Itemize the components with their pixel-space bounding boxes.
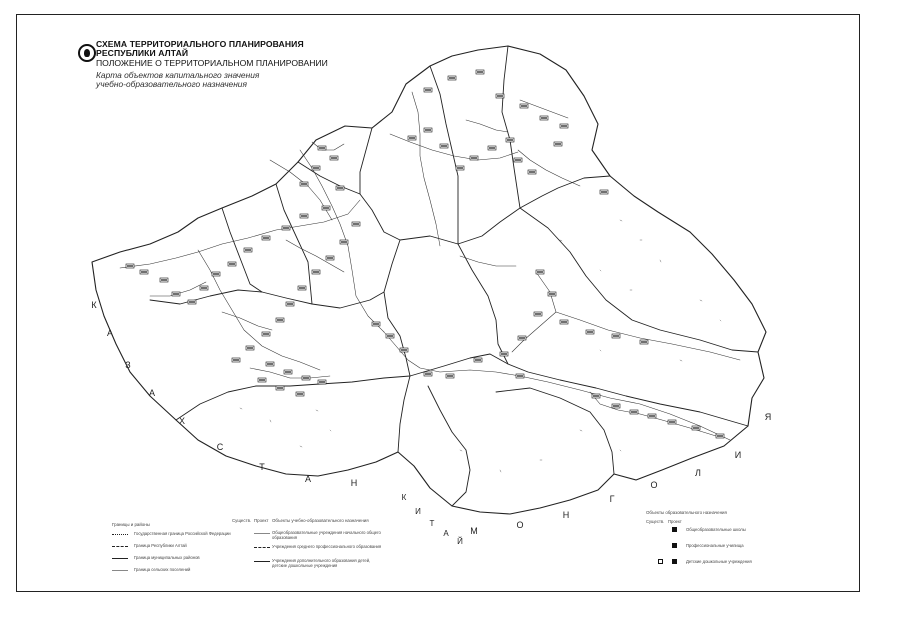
- kazakhstan-label-letter: Н: [350, 478, 358, 488]
- settlement-markers: [126, 70, 724, 438]
- mongolia-label-letter: Г: [609, 494, 615, 504]
- title-line-2: РЕСПУБЛИКИ АЛТАЙ: [96, 48, 189, 58]
- mongolia-label-letter: М: [470, 526, 478, 536]
- legend-item-label: Учреждения среднего профессионального образования: [272, 544, 382, 549]
- legend-item: [646, 527, 776, 543]
- title-line-3: ПОЛОЖЕНИЕ О ТЕРРИТОРИАЛЬНОМ ПЛАНИРОВАНИИ: [96, 58, 328, 68]
- kindergarten-symbol-icon: [672, 559, 677, 564]
- kazakhstan-label-letter: С: [216, 442, 224, 452]
- china-label-letter: Й: [457, 537, 463, 546]
- legend-mid-heading: Объекты учебно-образовательного назначения: [272, 518, 369, 523]
- republic-boundary: [92, 46, 766, 514]
- legend-line-swatch: [112, 558, 128, 559]
- kazakhstan-label-letter: К: [91, 300, 97, 310]
- legend-line-swatch: [254, 547, 270, 548]
- china-label-letter: А: [443, 529, 449, 538]
- legend-item-label: Общеобразовательные школы: [686, 527, 746, 532]
- kazakhstan-label-letter: Т: [259, 462, 265, 472]
- terrain-specks: [240, 220, 721, 472]
- legend-item: [232, 544, 382, 558]
- college-symbol-icon: [672, 543, 677, 548]
- kazakhstan-label-letter: Х: [178, 416, 186, 426]
- mongolia-label-letter: Л: [695, 468, 701, 478]
- kazakhstan-label-letter: А: [148, 388, 156, 398]
- mongolia-label-letter: И: [734, 450, 742, 460]
- kindergarten-symbol-icon: [658, 559, 663, 564]
- legend-item-label: Учреждения дополнительного образования детей, детские дошкольные учреждения: [272, 558, 371, 568]
- china-border-label: [402, 493, 463, 546]
- legend-item-label: Детские дошкольные учреждения: [686, 559, 752, 564]
- legend-item-label: Граница Республики Алтай: [134, 543, 187, 548]
- legend-item-label: Граница сельских поселений: [134, 567, 191, 572]
- china-label-letter: И: [415, 507, 421, 516]
- legend-line-swatch: [112, 534, 128, 535]
- kazakhstan-label-letter: З: [125, 360, 131, 370]
- school-symbol-icon: [672, 527, 677, 532]
- mongolia-label-letter: О: [516, 520, 524, 530]
- legend-left-heading: Границы и районы: [112, 522, 150, 527]
- legend-line-swatch: [254, 561, 270, 562]
- mongolia-label-letter: О: [650, 480, 658, 490]
- legend-item-label: Государственная граница Российской Федерации: [134, 531, 231, 536]
- legend-line-swatch: [112, 546, 128, 547]
- legend-line-swatch: [254, 533, 270, 534]
- kazakhstan-label-letter: А: [304, 474, 312, 484]
- legend-mid: [232, 518, 382, 572]
- legend-right-col-planned: Проект: [668, 519, 682, 524]
- legend-item-label: Граница муниципальных районов: [134, 555, 200, 560]
- kazakhstan-label-letter: А: [106, 328, 114, 338]
- legend-right-heading: Объекты образовательного назначения: [646, 510, 727, 515]
- mongolia-label-letter: Я: [764, 412, 772, 422]
- legend-item: [232, 530, 382, 544]
- legend-item-label: Профессиональные училища: [686, 543, 744, 548]
- mongolia-label-letter: Н: [562, 510, 570, 520]
- china-label-letter: К: [401, 493, 407, 502]
- district-boundaries: [150, 46, 758, 506]
- legend-item: [232, 558, 382, 572]
- china-label-letter: Т: [429, 519, 435, 528]
- title-line-5: учебно-образовательного назначения: [96, 79, 247, 89]
- legend-item-label: Общеобразовательные учреждения начального общего образования: [272, 530, 381, 540]
- legend-item: [646, 559, 776, 575]
- title-line-1: СХЕМА ТЕРРИТОРИАЛЬНОГО ПЛАНИРОВАНИЯ: [96, 39, 304, 49]
- legend-mid-col-existing: Существ.: [232, 518, 252, 523]
- legend-line-swatch: [112, 570, 128, 571]
- legend-right: [646, 510, 776, 575]
- legend-mid-col-planned: Проект: [254, 518, 269, 523]
- title-line-4: Карта объектов капитального значения: [96, 70, 260, 80]
- legend-right-col-existing: Существ.: [646, 519, 665, 524]
- legend-item: [646, 543, 776, 559]
- road-network: [120, 92, 740, 440]
